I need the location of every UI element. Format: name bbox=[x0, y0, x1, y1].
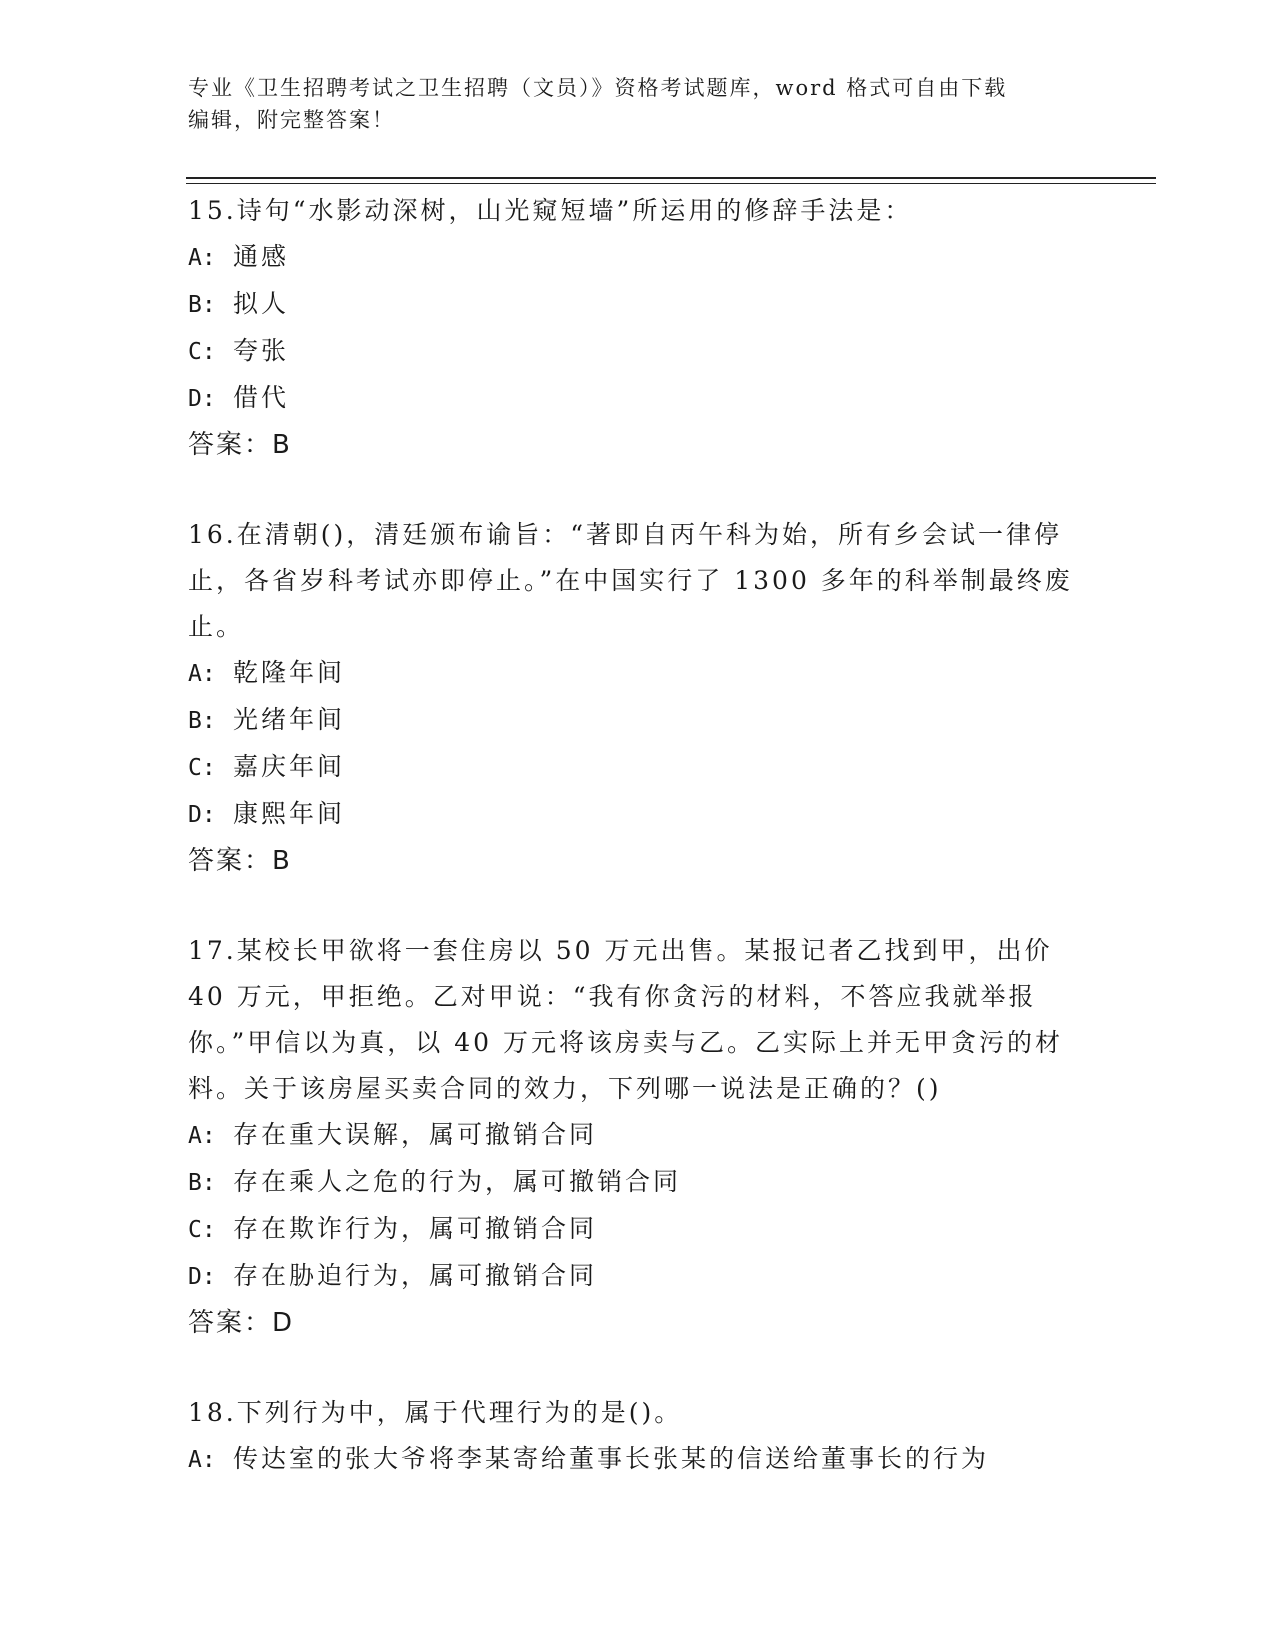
option-c bbox=[188, 328, 1088, 375]
option-letter: B: bbox=[188, 1170, 216, 1196]
option-text: 存在乘人之危的行为，属可撤销合同 bbox=[233, 1167, 682, 1196]
option-letter: A: bbox=[188, 245, 216, 271]
option-text: 通感 bbox=[233, 242, 290, 271]
question-15 bbox=[188, 188, 1088, 468]
question-stem: 17.某校长甲欲将一套住房以 50 万元出售。某报记者乙找到甲，出价 40 万元，甲拒绝。乙对甲说：“我有你贪污的材料，不答应我就举报你。”甲信以为真，以 40 万元将该房卖与乙。乙实际上并无甲贪污的材料。关于该房屋买卖合同的效力，下列哪一说法是正确的？() bbox=[188, 936, 1063, 1103]
question-17 bbox=[188, 928, 1088, 1346]
option-b bbox=[188, 281, 1088, 328]
option-b bbox=[188, 1159, 1088, 1206]
question-list bbox=[188, 188, 1088, 1527]
question-stem: 15.诗句“水影动深树，山光窥短墙”所运用的修辞手法是： bbox=[188, 196, 913, 225]
question-18 bbox=[188, 1390, 1088, 1483]
option-d bbox=[188, 1253, 1088, 1300]
option-letter: B: bbox=[188, 292, 216, 318]
option-b bbox=[188, 697, 1088, 744]
option-text: 康熙年间 bbox=[233, 799, 346, 828]
option-letter: B: bbox=[188, 708, 216, 734]
option-text: 光绪年间 bbox=[233, 705, 346, 734]
header-rule-thick bbox=[186, 177, 1156, 179]
header-line-2: 编辑，附完整答案！ bbox=[188, 108, 395, 132]
option-letter: A: bbox=[188, 661, 216, 687]
option-letter: D: bbox=[188, 802, 216, 828]
option-text: 嘉庆年间 bbox=[233, 752, 346, 781]
option-a bbox=[188, 650, 1088, 697]
option-text: 拟人 bbox=[233, 289, 290, 318]
option-c bbox=[188, 1206, 1088, 1253]
option-a bbox=[188, 1112, 1088, 1159]
option-text: 存在欺诈行为，属可撤销合同 bbox=[233, 1214, 598, 1243]
option-letter: C: bbox=[188, 755, 216, 781]
question-stem: 18.下列行为中，属于代理行为的是()。 bbox=[188, 1398, 683, 1427]
option-text: 借代 bbox=[233, 383, 290, 412]
question-stem: 16.在清朝()，清廷颁布谕旨：“著即自丙午科为始，所有乡会试一律停止，各省岁科考试亦即停止。”在中国实行了 1300 多年的科举制最终废止。 bbox=[188, 520, 1073, 641]
option-a bbox=[188, 1436, 1088, 1483]
option-letter: A: bbox=[188, 1123, 216, 1149]
option-text: 乾隆年间 bbox=[233, 658, 346, 687]
document-header bbox=[188, 72, 1068, 136]
option-text: 传达室的张大爷将李某寄给董事长张某的信送给董事长的行为 bbox=[233, 1444, 990, 1473]
option-text: 存在重大误解，属可撤销合同 bbox=[233, 1120, 598, 1149]
option-letter: D: bbox=[188, 386, 216, 412]
option-d bbox=[188, 791, 1088, 838]
question-16 bbox=[188, 512, 1088, 884]
option-letter: D: bbox=[188, 1264, 216, 1290]
answer-line: 答案：D bbox=[188, 1308, 295, 1338]
header-rule-thin bbox=[186, 183, 1156, 184]
option-c bbox=[188, 744, 1088, 791]
answer-line: 答案：B bbox=[188, 846, 292, 876]
option-a bbox=[188, 234, 1088, 281]
option-letter: C: bbox=[188, 339, 216, 365]
option-letter: A: bbox=[188, 1447, 216, 1473]
option-text: 夸张 bbox=[233, 336, 290, 365]
option-text: 存在胁迫行为，属可撤销合同 bbox=[233, 1261, 598, 1290]
option-d bbox=[188, 375, 1088, 422]
option-letter: C: bbox=[188, 1217, 216, 1243]
header-line-1: 专业《卫生招聘考试之卫生招聘（文员）》资格考试题库，word 格式可自由下载 bbox=[188, 76, 1008, 100]
answer-line: 答案：B bbox=[188, 430, 292, 460]
